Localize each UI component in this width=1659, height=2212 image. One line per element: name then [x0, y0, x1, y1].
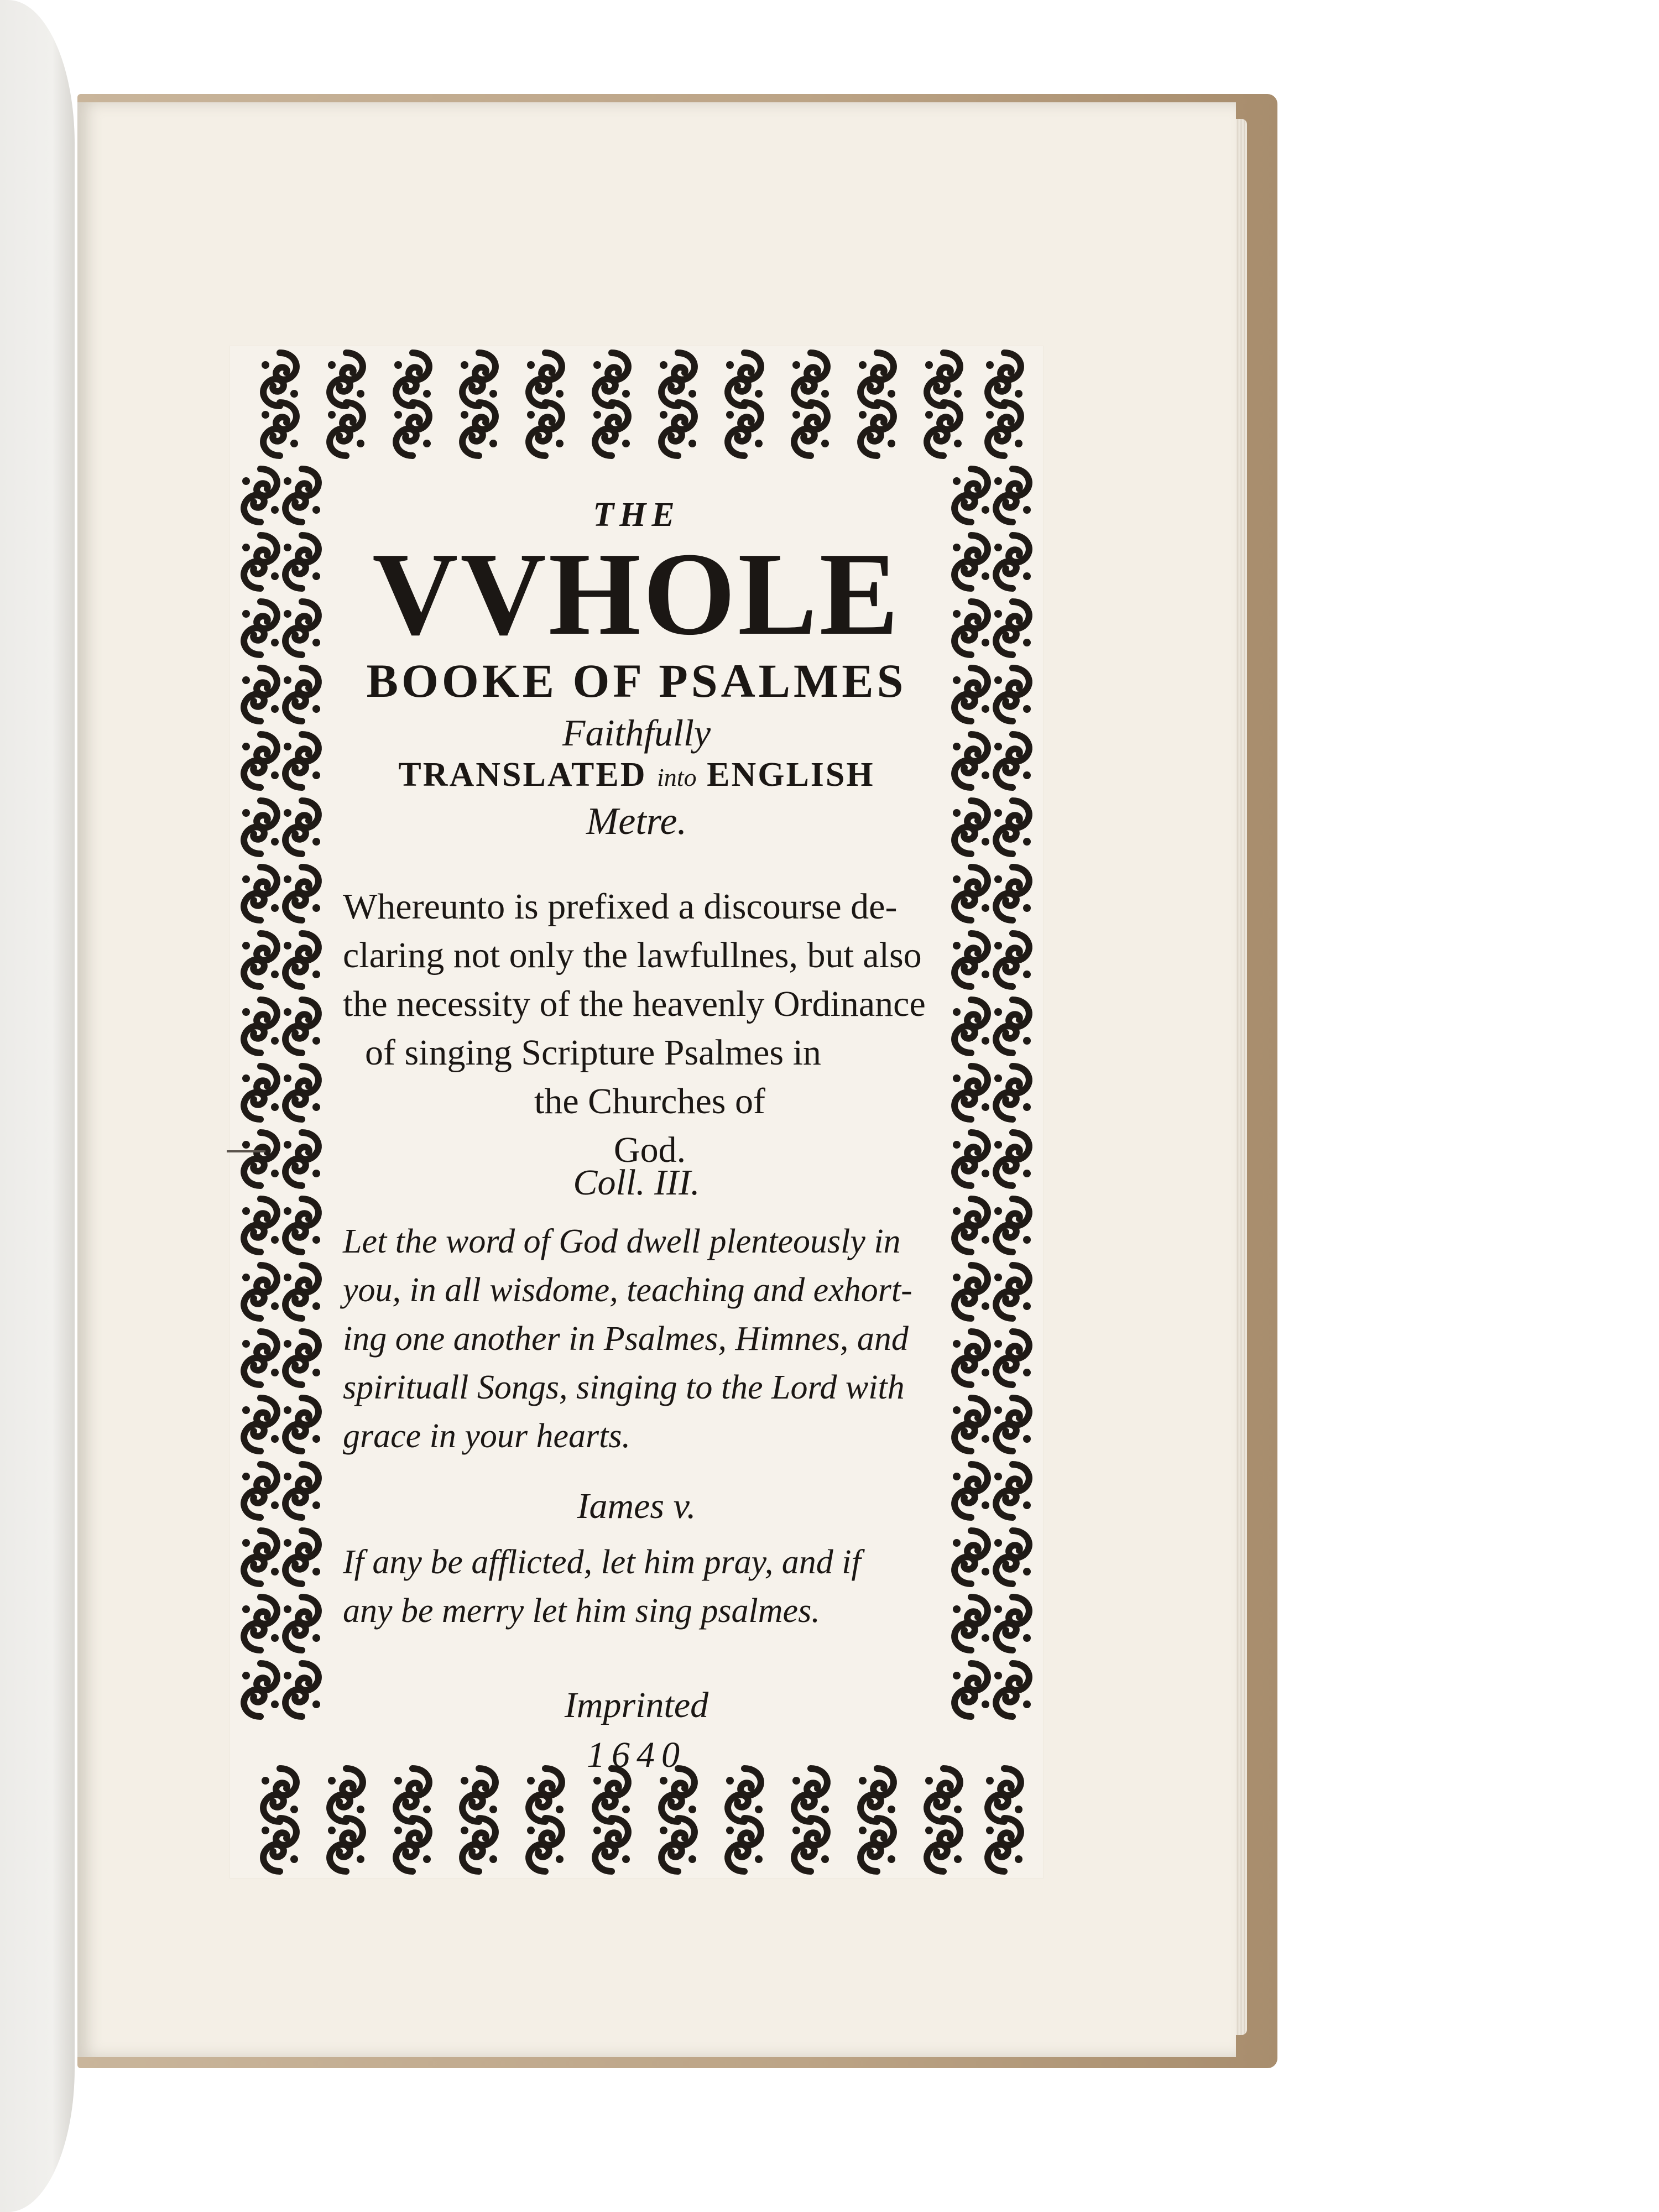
verse-line: any be merry let him sing psalmes.: [343, 1592, 820, 1630]
pencil-mark: [227, 1150, 265, 1152]
subtitle-faithfully: Faithfully: [562, 712, 711, 754]
subtitle-metre: Metre.: [586, 800, 687, 843]
verse-line: ing one another in Psalmes, Himnes, and: [343, 1320, 909, 1358]
scripture-quote-james: [330, 1538, 970, 1635]
verse-line: spirituall Songs, singing to the Lord with: [343, 1369, 905, 1406]
ornamental-border-top: [230, 346, 1043, 462]
word-english: ENGLISH: [707, 756, 875, 794]
title-page-frame: [229, 346, 1044, 1879]
verse-line: If any be afflicted, let him pray, and if: [343, 1543, 861, 1581]
word-translated: TRANSLATED: [398, 756, 647, 794]
subtitle-translated-line: [330, 755, 943, 795]
title-the: THE: [593, 496, 680, 534]
verse-line: grace in your hearts.: [343, 1417, 631, 1455]
title-booke-of-psalmes: BOOKE OF PSALMES: [366, 654, 907, 707]
word-into: into: [657, 763, 697, 791]
paragraph-line: God.: [613, 1130, 686, 1170]
facing-page-edge: [0, 0, 75, 2212]
preface-paragraph: [330, 883, 970, 1175]
title-page-text: [330, 462, 943, 1775]
scripture-reference-james: Iames v.: [577, 1486, 696, 1526]
verse-line: Let the word of God dwell plenteously in: [343, 1223, 901, 1260]
scripture-reference-colossians: Coll. III.: [573, 1162, 700, 1203]
ornamental-border-left: [230, 462, 330, 1762]
scripture-quote-colossians: [330, 1217, 970, 1460]
paragraph-line: of singing Scripture Psalmes in: [365, 1032, 821, 1073]
book-page: [77, 102, 1236, 2057]
paragraph-line: the Churches of: [534, 1081, 765, 1121]
imprint-label: Imprinted: [564, 1685, 709, 1725]
ornamental-border-bottom: [230, 1762, 1043, 1878]
imprint-year: 1640: [587, 1735, 686, 1775]
verse-line: you, in all wisdome, teaching and exhort-: [343, 1271, 912, 1309]
paragraph-line: the necessity of the heavenly Ordinance: [343, 984, 926, 1024]
paragraph-line: claring not only the lawfullnes, but also: [343, 935, 922, 975]
title-whole: VVHOLE: [372, 528, 901, 660]
paragraph-line: Whereunto is prefixed a discourse de-: [343, 886, 898, 927]
